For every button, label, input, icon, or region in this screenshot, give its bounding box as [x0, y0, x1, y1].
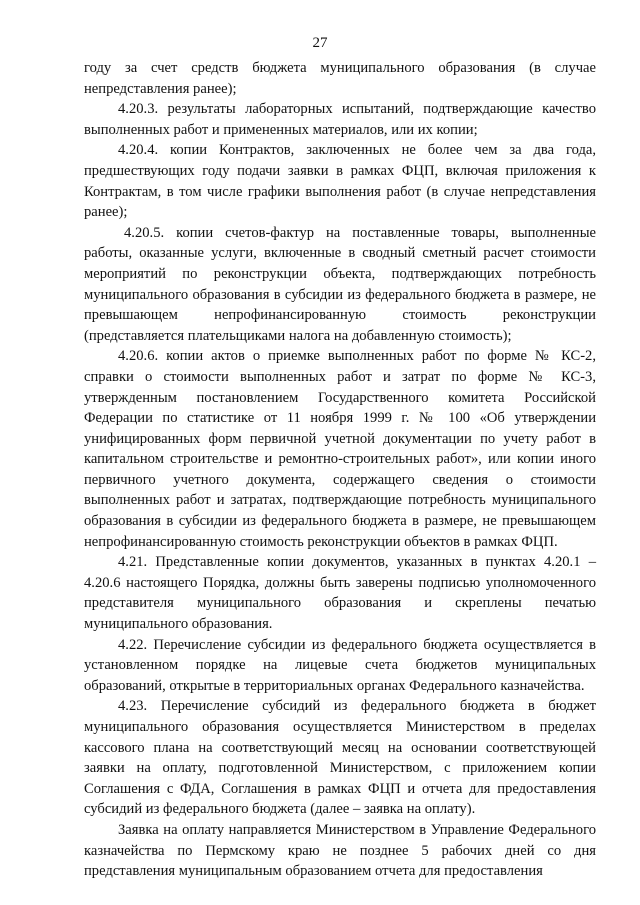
paragraph-4-21: 4.21. Представленные копии документов, указанных в пунктах 4.20.1 – 4.20.6 настоящего Порядка, должны быть заверены подписью уполномоченного представителя муниципального образования и скреплены печатью муниципального образования. — [84, 554, 596, 633]
paragraph-4-20-6: 4.20.6. копии актов о приемке выполненных работ по форме № КС-2, справки о стоимости выполненных работ и затрат по форме № КС-3, утвержденным постановлением Государственного комитета Российской Федерации по статистике от 11 ноября 1999 г. № 100 «Об утверждении унифицированных форм первичной учетной документации по учету работ в капитальном строительстве и ремонтно-строительных работ», или копии иного первичного учетного документа, содержащего сведения о стоимости выполненных работ и затратах, подтверждающие потребность муниципального образования в субсидии из федерального бюджета в размере, не превышающем непрофинансированную стоимость реконструкции объектов в рамках ФЦП. — [84, 348, 596, 550]
paragraph-4-20-5: 4.20.5. копии счетов-фактур на поставленные товары, выполненные работы, оказанные услуги, включенные в сводный сметный расчет стоимости мероприятий по реконструкции объекта, подтверждающих потребность муниципального образования в субсидии из федерального бюджета в размере, не превышающем непрофинансированную стоимость реконструкции (представляется плательщиками налога на добавленную стоимость); — [84, 224, 596, 344]
paragraph-payment-request: Заявка на оплату направляется Министерством в Управление Федерального казначейства по Пермскому краю не позднее 5 рабочих дней со дня представления муниципальным образованием отчета для предоставления — [84, 821, 596, 880]
paragraph-continuation: году за счет средств бюджета муниципального образования (в случае непредставления ранее); — [84, 60, 596, 97]
document-body — [84, 58, 596, 882]
page-number: 27 — [312, 35, 328, 51]
paragraph-4-22: 4.22. Перечисление субсидии из федерального бюджета осуществляется в установленном порядке на лицевые счета бюджетов муниципальных образований, открытые в территориальных органах Федерального казначейства. — [84, 636, 596, 694]
paragraph-4-20-4: 4.20.4. копии Контрактов, заключенных не более чем за два года, предшествующих году подачи заявки в рамках ФЦП, включая приложения к Контрактам, в том числе графики выполнения работ (в случае непредставления ранее); — [84, 142, 596, 221]
paragraph-4-20-3: 4.20.3. результаты лабораторных испытаний, подтверждающие качество выполненных работ и примененных материалов, или их копии; — [84, 101, 596, 138]
paragraph-4-23: 4.23. Перечисление субсидий из федерального бюджета в бюджет муниципального образования осуществляется Министерством в пределах кассового плана на соответствующий месяц на основании соответствующей заявки на оплату, подготовленной Министерством, с приложением копии Соглашения с ФДА, Соглашения в рамках ФЦП и отчета для предоставления субсидий из федерального бюджета (далее – заявка на оплату). — [84, 698, 596, 818]
